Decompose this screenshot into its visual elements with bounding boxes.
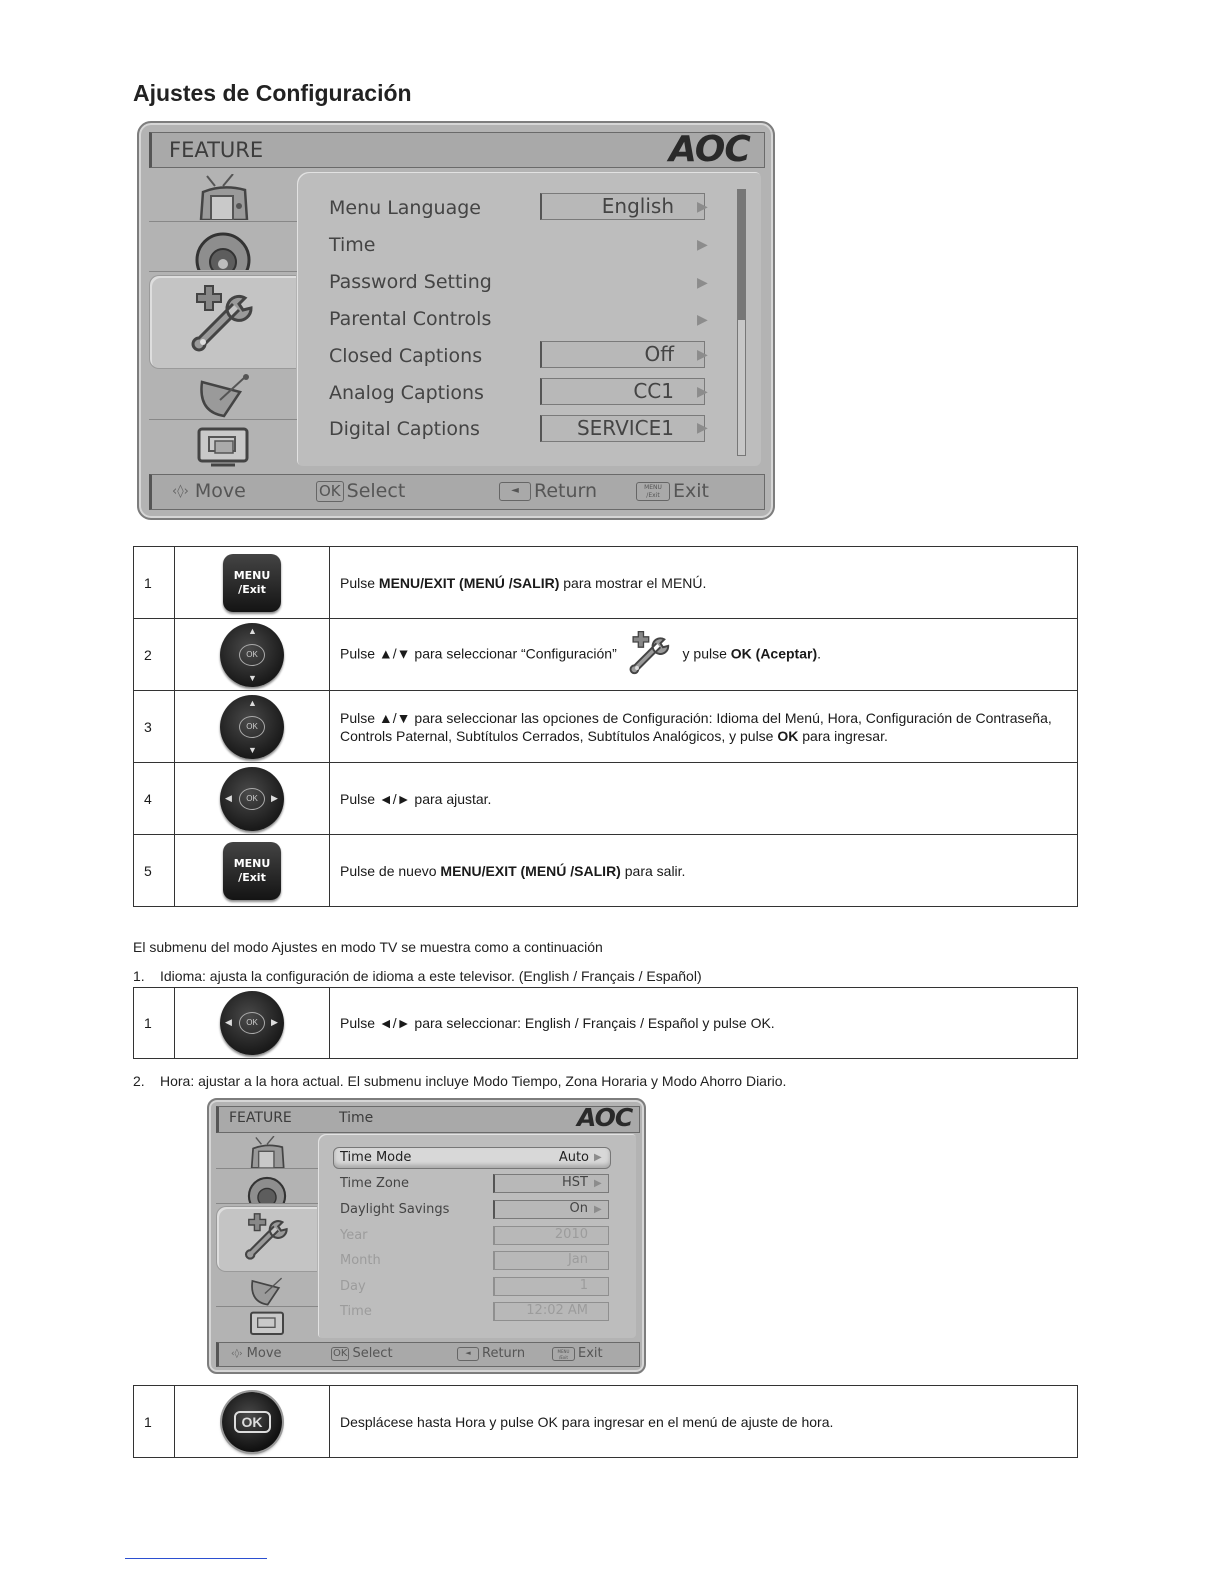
step-number: 1: [134, 1386, 175, 1458]
step-text: Pulse ▲/▼ para seleccionar las opciones de Configuración: Idioma del Menú, Hora, Configuración de Contraseña, Controls Paternal, Subtítulos Cerrados, Subtítulos Analógicos, y pulse OK para ingresar.: [330, 691, 1078, 763]
return-key-icon: ◄: [499, 482, 531, 501]
leftright-ok-button-icon: ◀ ▶ OK: [220, 991, 284, 1055]
arrow-right-icon: ▶: [697, 346, 708, 362]
menu-key-icon: MENU /Exit: [636, 482, 670, 501]
arrow-right-icon: ▶: [594, 1152, 602, 1163]
footer-return-label: Return: [482, 1346, 526, 1361]
step-text: Pulse ◄/► para ajustar.: [330, 763, 1078, 835]
footer-exit: [636, 480, 709, 502]
closed-captions-label[interactable]: Closed Captions: [329, 345, 483, 367]
scrollbar[interactable]: [737, 189, 746, 456]
footnote-divider: [125, 1558, 267, 1559]
footer-select-label: Select: [346, 480, 406, 502]
aoc-logo: AOC: [669, 129, 750, 170]
time-zone-value[interactable]: HST: [493, 1174, 609, 1193]
month-value: Jan: [493, 1251, 609, 1270]
time-mode-label[interactable]: Time Mode: [340, 1150, 412, 1165]
updown-ok-button-icon: ▲ ▼ OK: [220, 623, 284, 687]
table-row: [134, 835, 1078, 907]
menu-exit-button-icon: MENU /Exit: [223, 554, 281, 612]
setup-wrench-icon[interactable]: [216, 1206, 317, 1272]
footer-select: [331, 1346, 393, 1361]
footer-exit-label: Exit: [578, 1346, 603, 1361]
step-number: 4: [134, 763, 175, 835]
time-label: Time: [340, 1304, 372, 1319]
language-steps-table: [133, 987, 1078, 1059]
time-mode-value[interactable]: Auto: [558, 1150, 589, 1165]
footer-select-label: Select: [352, 1346, 393, 1361]
ok-key-icon: OK: [333, 1347, 348, 1359]
updown-ok-button-icon: ▲ ▼ OK: [220, 695, 284, 759]
step-number: 5: [134, 835, 175, 907]
footer-return: [499, 480, 597, 502]
setup-wrench-icon[interactable]: [149, 275, 296, 369]
tv-icon[interactable]: [149, 173, 297, 222]
arrow-right-icon: ▶: [697, 274, 708, 290]
step-image: [175, 691, 330, 763]
password-setting-label[interactable]: Password Setting: [329, 271, 492, 293]
day-value: 1: [493, 1277, 609, 1296]
step-text: Pulse de nuevo MENU/EXIT (MENÚ /SALIR) para salir.: [330, 835, 1078, 907]
move-arrows-icon: ‹◊›: [172, 483, 189, 499]
arrow-right-icon: ▶: [594, 1204, 602, 1215]
footer-move: [172, 480, 246, 502]
menu-language-label[interactable]: Menu Language: [329, 197, 481, 219]
footer-move-label: Move: [246, 1346, 282, 1361]
footer-return-label: Return: [534, 480, 598, 502]
step-number: 1: [134, 988, 175, 1059]
parental-controls-label[interactable]: Parental Controls: [329, 308, 492, 330]
ok-key-icon: OK: [316, 481, 344, 502]
arrow-right-icon: ▶: [697, 198, 708, 214]
footer-exit-label: Exit: [673, 480, 709, 502]
step-image: [175, 835, 330, 907]
year-label: Year: [340, 1228, 368, 1243]
menu-exit-button-icon: MENU /Exit: [223, 842, 281, 900]
leftright-ok-button-icon: ◀ ▶ OK: [220, 767, 284, 831]
step-text: Pulse ▲/▼ para seleccionar “Configuración” y pulse OK (Aceptar).: [330, 619, 1078, 691]
submenu-intro: El submenu del modo Ajustes en modo TV se muestra como a continuación: [133, 939, 603, 955]
analog-captions-label[interactable]: Analog Captions: [329, 382, 484, 404]
tv-icon[interactable]: [216, 1135, 318, 1169]
day-label: Day: [340, 1279, 366, 1294]
setup-wrench-icon: [621, 629, 679, 681]
time-steps-table: [133, 1385, 1078, 1458]
osd-title: FEATURE: [229, 1110, 292, 1126]
footer-return: [457, 1346, 525, 1361]
list-item-time: 2. Hora: ajustar a la hora actual. El submenu incluye Modo Tiempo, Zona Horaria y Modo Ahorro Diario.: [133, 1073, 787, 1089]
table-row: [134, 763, 1078, 835]
table-row: [134, 547, 1078, 619]
list-item-language: 1. Idioma: ajusta la configuración de idioma a este televisor. (English / Français / Español): [133, 968, 702, 984]
digital-captions-label[interactable]: Digital Captions: [329, 418, 480, 440]
return-key-icon: ◄: [457, 1347, 479, 1361]
scrollbar-thumb[interactable]: [738, 190, 745, 320]
arrow-right-icon: ▶: [594, 1178, 602, 1189]
steps-table: [133, 546, 1078, 907]
feature-menu-screen: [137, 121, 775, 520]
satellite-icon[interactable]: [216, 1273, 318, 1307]
closed-captions-value[interactable]: Off: [540, 341, 705, 368]
step-number: 2: [134, 619, 175, 691]
move-arrows-icon: ‹◊›: [231, 1348, 243, 1359]
time-menu-screen: [207, 1098, 646, 1374]
footer-move-label: Move: [194, 480, 246, 502]
table-row: [134, 988, 1078, 1059]
time-zone-label[interactable]: Time Zone: [340, 1176, 410, 1191]
analog-captions-value[interactable]: CC1: [540, 378, 705, 405]
footer-exit: [552, 1346, 603, 1361]
aoc-logo: AOC: [577, 1103, 633, 1132]
month-label: Month: [340, 1253, 381, 1268]
step-number: 3: [134, 691, 175, 763]
time-label[interactable]: Time: [329, 234, 376, 256]
footer-move: [231, 1346, 282, 1361]
table-row: [134, 619, 1078, 691]
arrow-right-icon: ▶: [697, 383, 708, 399]
year-value: 2010: [493, 1226, 609, 1245]
step-image: [175, 1386, 330, 1458]
speaker-icon[interactable]: [216, 1170, 318, 1204]
arrow-right-icon: ▶: [697, 236, 708, 252]
table-row: [134, 691, 1078, 763]
osd-subtitle: Time: [339, 1110, 374, 1126]
step-image: [175, 763, 330, 835]
osd-title: FEATURE: [169, 138, 264, 162]
table-row: [134, 1386, 1078, 1458]
daylight-savings-value[interactable]: On: [493, 1200, 609, 1219]
speaker-icon[interactable]: [149, 223, 297, 272]
arrow-right-icon: ▶: [697, 419, 708, 435]
page-title: Ajustes de Configuración: [133, 80, 412, 106]
footer-select: [316, 480, 405, 502]
daylight-savings-label[interactable]: Daylight Savings: [340, 1202, 450, 1217]
step-text: Pulse ◄/► para seleccionar: English / Français / Español y pulse OK.: [330, 988, 1078, 1059]
ok-button-icon: OK: [222, 1392, 282, 1452]
menu-key-icon: MENU /Exit: [552, 1347, 575, 1361]
step-image: [175, 619, 330, 691]
step-number: 1: [134, 547, 175, 619]
step-text: Desplácese hasta Hora y pulse OK para ingresar en el menú de ajuste de hora.: [330, 1386, 1078, 1458]
step-text: Pulse MENU/EXIT (MENÚ /SALIR) para mostrar el MENÚ.: [330, 547, 1078, 619]
screen-icon[interactable]: [149, 423, 297, 469]
arrow-right-icon: ▶: [697, 311, 708, 327]
digital-captions-value[interactable]: SERVICE1: [540, 415, 705, 442]
step-image: [175, 547, 330, 619]
step-image: [175, 988, 330, 1059]
screen-icon[interactable]: [216, 1308, 318, 1340]
menu-language-value[interactable]: English: [540, 193, 705, 220]
satellite-icon[interactable]: [149, 371, 297, 420]
time-value: 12:02 AM: [493, 1302, 609, 1321]
